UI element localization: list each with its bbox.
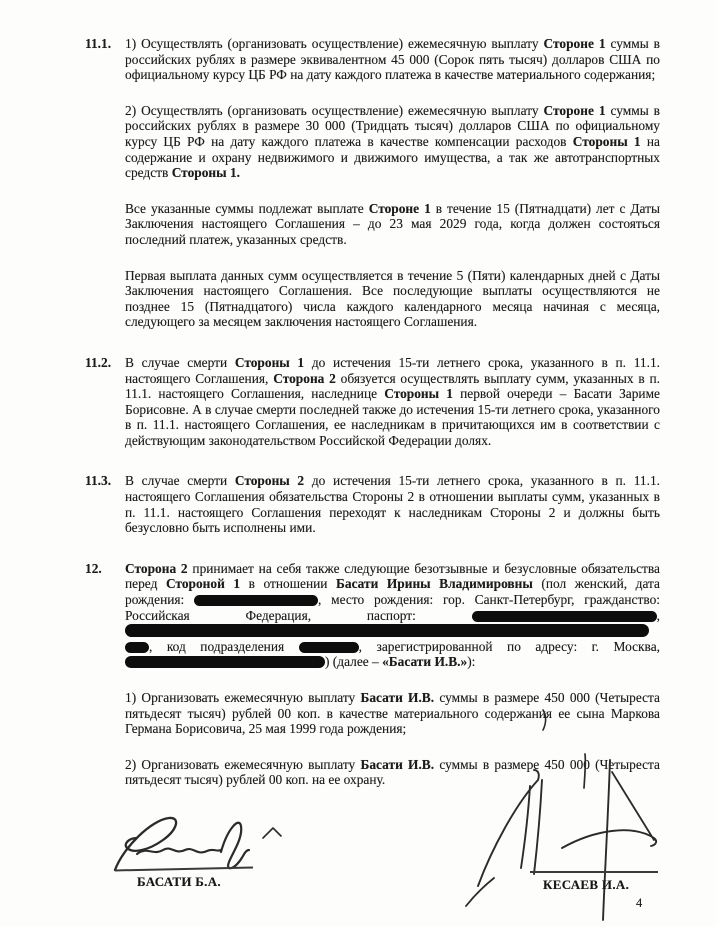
signature-line-right [530,871,658,873]
signature-name-left: БАСАТИ Б.А. [137,874,221,889]
section-11-2 [85,355,660,469]
signature-name-right: КЕСАЕВ И.А. [543,877,630,892]
paragraph [125,690,660,737]
text-run: ): [467,654,476,670]
bold-run: Стороны 1. [171,165,240,181]
paragraph [125,473,660,535]
bold-run: Басати И.В. [360,756,435,772]
section-number: 12. [85,560,102,576]
bold-run: Стороны 1 [572,133,641,149]
bold-run: Стороной 1 [165,576,241,592]
text-run: суммы в российских рублях в размере 30 000 (Тридцать тысяч) долларов США по официальному курсу ЦБ РФ на дату каждого платежа в качестве компенсации расходов [125,102,661,149]
text-run: Первая выплата данных сумм осуществляется в течение 5 (Пяти) календарных дней с Даты Заключения настоящего Соглашения. Все последующие выплаты осуществляются не позднее 15 (Пятнадцатого) числа каждого календарного месяца начиная с месяца, следующего за месяцем заключения настоящего Соглашения. [125,267,660,330]
text-run: 1) Осуществлять (организовать осуществление) ежемесячную выплату [125,36,544,51]
redaction-bar [125,642,149,653]
text-run: 1) Организовать ежемесячную выплату [125,690,361,705]
paragraph [125,561,660,670]
section-11-1 [85,36,660,350]
bold-run: Басати Ирины Владимировны [336,576,533,592]
text-run: , место рождения: гор. Санкт-Петербург, гражданство: Российская Федерация, паспорт: [125,592,660,623]
bold-run: Басати И.В. [360,690,435,705]
section-12 [85,561,660,808]
text-run: суммы в российских рублях в размере эквивалентном 45 000 (Сорок пять тысяч) долларов США по официальному курсу ЦБ РФ на дату каждого платежа в качестве материального содержания; [125,36,661,83]
text-run: в течение 15 (Пятнадцати) лет с Даты Заключения настоящего Соглашения – до 23 мая 2029 года, когда должен состояться последний платеж, указанных средств. [125,200,660,247]
text-run: , код подразделения [149,638,299,654]
section-number: 11.3. [85,473,112,489]
text-run: , [656,607,660,623]
section-text [125,36,660,350]
redaction-bar [125,656,325,668]
paragraph [125,36,660,83]
bold-run: «Басати И.В.» [382,654,468,670]
paragraph [125,103,660,181]
text-run: суммы в размере 450 000 (Четыреста пятьдесят тысяч) рублей 00 коп. в качестве материального содержания ее сына Маркова Германа Борисовича, 25 мая 1999 года рождения; [125,690,660,737]
text-run: В случае смерти [125,354,235,370]
section-text [125,561,660,808]
bold-run: Стороне 1 [543,36,606,51]
text-run: ) (далее – [325,654,383,670]
text-run: 2) Осуществлять (организовать осуществление) ежемесячную выплату [125,102,544,118]
paragraph [125,201,660,248]
text-run: суммы в размере 450 000 (Четыреста пятьдесят тысяч) рублей 00 коп. на ее охрану. [125,756,660,788]
redaction-bar [299,642,359,653]
bold-run: Сторона 2 [273,370,336,386]
section-number: 11.1. [85,36,112,51]
paragraph [125,355,660,449]
paragraph [125,268,660,330]
redaction-bar [125,624,649,637]
text-run: В случае смерти [125,473,235,489]
section-text [125,473,660,555]
text-run: обязуется осуществлять выплату сумм, указанных в п. 11.1. настоящего Соглашения, наследнице [125,370,661,402]
text-run: , зарегистрированной по адресу: г. Москва, [358,638,660,654]
text-run: принимает на себя также следующие безотзывные и безусловные обязательства перед [125,560,660,592]
bold-run: Стороне 1 [368,200,431,216]
redaction-bar [472,611,657,622]
bold-run: Сторона 2 [125,560,188,576]
bold-run: Стороны 2 [234,473,305,489]
text-run: (пол женский, дата рождения: [125,576,660,608]
text-run: до истечения 15-ти летнего срока, указанного в п. 11.1. настоящего Соглашения, [125,354,660,386]
text-run: до истечения 15-ти летнего срока, указанного в п. 11.1. настоящего Соглашения обязательства Стороны 2 в отношении выплаты сумм, указанных в п. 11.1. настоящего Соглашения переходят к наследникам Стороны 2 и должны быть безусловно быть исполнены ими. [125,473,660,536]
section-11-3 [85,473,660,555]
bold-run: Стороны 1 [384,386,453,402]
document-body [85,36,660,813]
text-run: 2) Организовать ежемесячную выплату [125,756,361,772]
redaction-bar [194,595,318,606]
bold-run: Стороне 1 [543,102,606,118]
section-number: 11.2. [85,354,112,370]
text-run: первой очереди – Басати Зариме Борисовне. А в случае смерти последней также до истечения 15-ти летнего срока, указанного в п. 11.1. настоящего Соглашения, ее наследникам в причитающихся им в соответствии с действующим законодательством Российской Федерации долях. [125,386,660,448]
text-run: Все указанные суммы подлежат выплате [125,200,369,216]
section-text [125,355,660,469]
signature-line-left [115,867,253,872]
page-number: 4 [636,896,643,910]
text-run: на содержание и охрану недвижимого и движимого имущества, а так же автотранспортных средств [125,133,660,181]
paragraph [125,757,660,788]
bold-run: Стороны 1 [234,354,305,370]
text-run: в отношении [240,576,337,592]
